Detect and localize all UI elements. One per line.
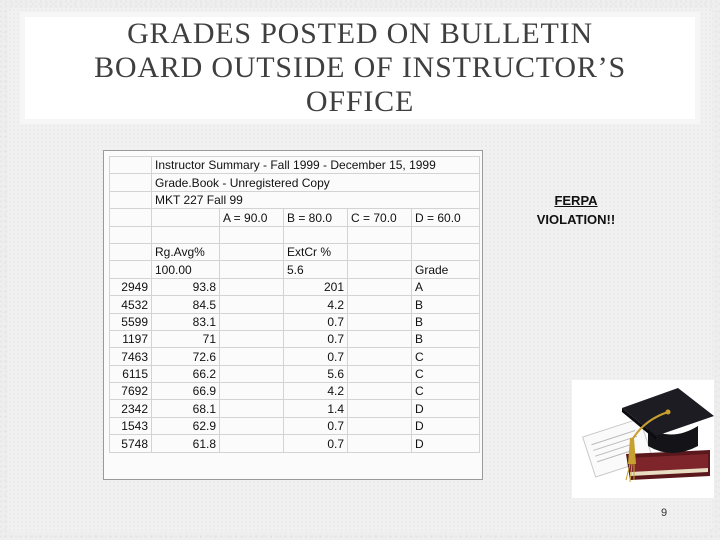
- title-line-1: GRADES POSTED ON BULLETIN: [127, 17, 593, 50]
- student-average: 72.6: [152, 348, 220, 365]
- sheet-header-row: [110, 157, 480, 174]
- student-row: [110, 296, 480, 313]
- sheet-cell: [348, 365, 412, 382]
- student-row: [110, 435, 480, 452]
- student-grade: B: [412, 330, 480, 347]
- gradebook-table: [109, 156, 480, 453]
- student-average: 83.1: [152, 313, 220, 330]
- sheet-cell: [284, 226, 348, 243]
- sheet-cell: [348, 243, 412, 260]
- sheet-cell: [220, 348, 284, 365]
- sheet-cell: [348, 261, 412, 278]
- sheet-cell: [220, 330, 284, 347]
- student-average: 62.9: [152, 417, 220, 434]
- rgavg-header: Rg.Avg%: [152, 243, 220, 260]
- student-id: 2949: [110, 278, 152, 295]
- grade-scale-cell: C = 70.0: [348, 209, 412, 226]
- graduation-cap-diploma-icon: [572, 380, 714, 498]
- sheet-cell: [220, 296, 284, 313]
- sheet-cell: [348, 435, 412, 452]
- rgavg-base: 100.00: [152, 261, 220, 278]
- sheet-cell: [220, 278, 284, 295]
- sheet-cell: [348, 296, 412, 313]
- sheet-cell: [348, 330, 412, 347]
- student-grade: B: [412, 313, 480, 330]
- sheet-cell: [348, 400, 412, 417]
- sheet-cell: [220, 261, 284, 278]
- column-base-row: [110, 261, 480, 278]
- sheet-cell: [110, 261, 152, 278]
- callout-violation: VIOLATION!!: [536, 212, 616, 227]
- student-extra-credit: 4.2: [284, 296, 348, 313]
- student-extra-credit: 0.7: [284, 417, 348, 434]
- student-extra-credit: 5.6: [284, 365, 348, 382]
- student-grade: B: [412, 296, 480, 313]
- sheet-cell: [220, 417, 284, 434]
- student-id: 1543: [110, 417, 152, 434]
- student-extra-credit: 0.7: [284, 330, 348, 347]
- sheet-header-row: [110, 174, 480, 191]
- student-row: [110, 330, 480, 347]
- sheet-cell: [152, 209, 220, 226]
- student-id: 2342: [110, 400, 152, 417]
- student-id: 5748: [110, 435, 152, 452]
- sheet-cell: [412, 243, 480, 260]
- slide-title: [20, 12, 700, 124]
- sheet-header-text: Grade.Book - Unregistered Copy: [152, 174, 480, 191]
- student-id: 6115: [110, 365, 152, 382]
- sheet-cell: [110, 174, 152, 191]
- student-row: [110, 348, 480, 365]
- sheet-header-text: MKT 227 Fall 99: [152, 191, 480, 208]
- student-id: 5599: [110, 313, 152, 330]
- student-average: 66.2: [152, 365, 220, 382]
- sheet-cell: [348, 383, 412, 400]
- sheet-cell: [348, 313, 412, 330]
- title-line-2: BOARD OUTSIDE OF INSTRUCTOR’S: [94, 51, 626, 84]
- sheet-cell: [220, 226, 284, 243]
- student-grade: D: [412, 417, 480, 434]
- student-extra-credit: 4.2: [284, 383, 348, 400]
- sheet-header-text: Instructor Summary - Fall 1999 - December 15, 1999: [152, 157, 480, 174]
- student-average: 84.5: [152, 296, 220, 313]
- column-header-row: [110, 243, 480, 260]
- sheet-cell: [152, 226, 220, 243]
- student-extra-credit: 1.4: [284, 400, 348, 417]
- student-average: 66.9: [152, 383, 220, 400]
- student-extra-credit: 0.7: [284, 313, 348, 330]
- student-average: 71: [152, 330, 220, 347]
- student-row: [110, 365, 480, 382]
- student-row: [110, 278, 480, 295]
- sheet-cell: [348, 348, 412, 365]
- student-extra-credit: 201: [284, 278, 348, 295]
- sheet-cell: [110, 157, 152, 174]
- sheet-cell: [348, 417, 412, 434]
- sheet-cell: [220, 400, 284, 417]
- sheet-cell: [110, 191, 152, 208]
- sheet-cell: [220, 313, 284, 330]
- student-row: [110, 313, 480, 330]
- sheet-cell: [220, 383, 284, 400]
- student-id: 1197: [110, 330, 152, 347]
- extcr-header: ExtCr %: [284, 243, 348, 260]
- student-average: 93.8: [152, 278, 220, 295]
- student-grade: A: [412, 278, 480, 295]
- student-id: 4532: [110, 296, 152, 313]
- student-row: [110, 417, 480, 434]
- student-grade: D: [412, 400, 480, 417]
- sheet-cell: [220, 243, 284, 260]
- student-row: [110, 400, 480, 417]
- callout-ferpa: FERPA: [554, 193, 598, 208]
- sheet-blank-row: [110, 226, 480, 243]
- sheet-cell: [220, 435, 284, 452]
- student-grade: C: [412, 365, 480, 382]
- sheet-cell: [110, 226, 152, 243]
- student-id: 7463: [110, 348, 152, 365]
- grade-scale-cell: D = 60.0: [412, 209, 480, 226]
- sheet-cell: [348, 226, 412, 243]
- student-grade: C: [412, 348, 480, 365]
- page-number: 9: [661, 507, 668, 519]
- sheet-cell: [348, 278, 412, 295]
- grade-scale-row: [110, 209, 480, 226]
- grade-scale-cell: A = 90.0: [220, 209, 284, 226]
- sheet-cell: [110, 209, 152, 226]
- sheet-cell: [110, 243, 152, 260]
- student-grade: C: [412, 383, 480, 400]
- student-average: 61.8: [152, 435, 220, 452]
- student-average: 68.1: [152, 400, 220, 417]
- grade-scale-cell: B = 80.0: [284, 209, 348, 226]
- student-grade: D: [412, 435, 480, 452]
- sheet-cell: [412, 226, 480, 243]
- ferpa-violation-callout: [514, 191, 638, 229]
- grade-header: Grade: [412, 261, 480, 278]
- student-extra-credit: 0.7: [284, 348, 348, 365]
- extcr-base: 5.6: [284, 261, 348, 278]
- title-line-3: OFFICE: [305, 85, 415, 118]
- sheet-cell: [220, 365, 284, 382]
- sheet-header-row: [110, 191, 480, 208]
- gradebook-spreadsheet: [103, 150, 483, 480]
- student-id: 7692: [110, 383, 152, 400]
- student-row: [110, 383, 480, 400]
- student-extra-credit: 0.7: [284, 435, 348, 452]
